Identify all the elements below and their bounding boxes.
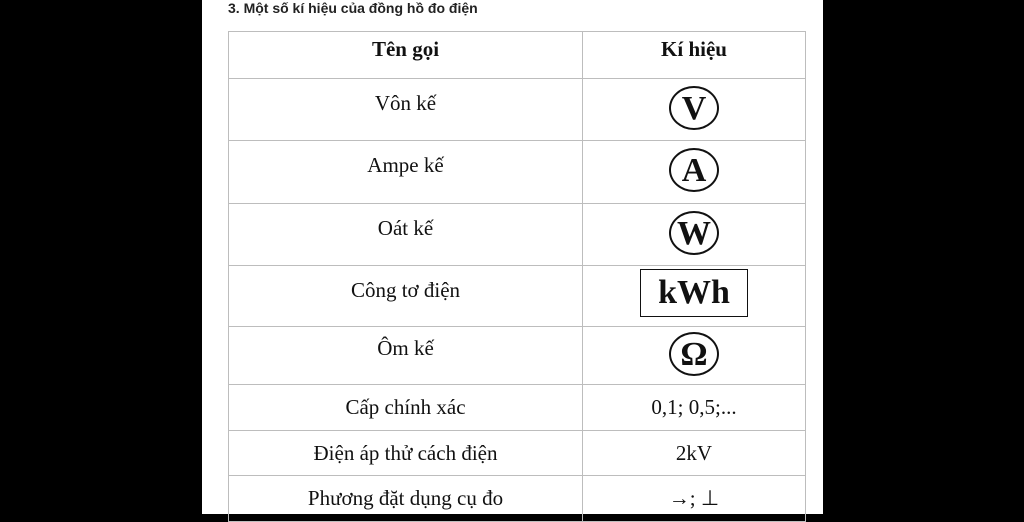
table-header-row xyxy=(229,32,806,79)
row-name: Phương đặt dụng cụ đo xyxy=(229,476,583,522)
table-row xyxy=(229,204,806,266)
document-page xyxy=(202,0,823,514)
table-row xyxy=(229,141,806,204)
wattmeter-symbol: W xyxy=(669,211,719,255)
row-name: Điện áp thử cách điện xyxy=(229,431,583,476)
row-symbol: 0,1; 0,5;... xyxy=(583,385,806,431)
meter-symbols-table xyxy=(228,31,806,522)
ammeter-symbol: A xyxy=(669,148,719,192)
header-name: Tên gọi xyxy=(229,32,583,79)
header-symbol: Kí hiệu xyxy=(583,32,806,79)
table-row xyxy=(229,327,806,385)
row-name: Ôm kế xyxy=(229,327,583,385)
row-symbol xyxy=(583,327,806,385)
section-heading: 3. Một số kí hiệu của đồng hồ đo điện xyxy=(228,0,478,16)
row-name: Ampe kế xyxy=(229,141,583,204)
voltmeter-symbol: V xyxy=(669,86,719,130)
row-name: Oát kế xyxy=(229,204,583,266)
table-row xyxy=(229,385,806,431)
table-row xyxy=(229,476,806,522)
ohmmeter-symbol: Ω xyxy=(669,332,719,376)
row-name: Cấp chính xác xyxy=(229,385,583,431)
row-symbol: →; ⊥ xyxy=(583,476,806,522)
table-row xyxy=(229,431,806,476)
row-name: Công tơ điện xyxy=(229,266,583,327)
row-symbol: 2kV xyxy=(583,431,806,476)
row-symbol xyxy=(583,79,806,141)
table-row xyxy=(229,79,806,141)
energy-meter-symbol: kWh xyxy=(640,269,748,317)
row-name: Vôn kế xyxy=(229,79,583,141)
table-row xyxy=(229,266,806,327)
row-symbol xyxy=(583,204,806,266)
row-symbol xyxy=(583,266,806,327)
row-symbol xyxy=(583,141,806,204)
